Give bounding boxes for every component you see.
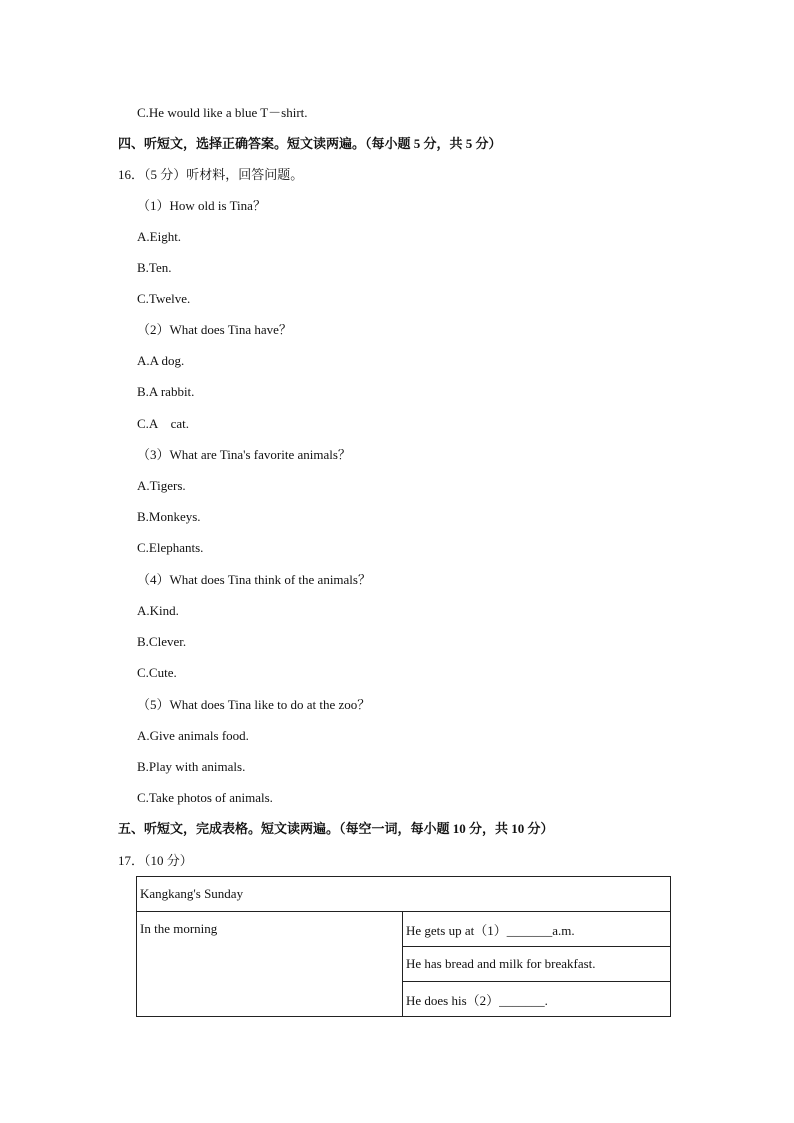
subquestion-4-option-a: A.Kind. <box>137 603 179 618</box>
option-c-q15: C.He would like a blue T－shirt. <box>137 105 308 120</box>
subquestion-2-option-c: C.A cat. <box>137 416 189 431</box>
subquestion-1-option-a: A.Eight. <box>137 229 182 244</box>
subquestion-3-option-c: C.Elephants. <box>137 540 204 555</box>
subquestion-1-prompt: （1）How old is Tina？ <box>137 198 266 213</box>
activity-cell-3: He does his（2）_______. <box>403 982 671 1017</box>
subquestion-2-option-a: A.A dog. <box>137 353 185 368</box>
table-title-cell: Kangkang's Sunday <box>137 877 671 912</box>
subquestion-4-option-b: B.Clever. <box>137 634 187 649</box>
subquestion-1-option-b: B.Ten. <box>137 260 172 275</box>
subquestion-5-option-c: C.Take photos of animals. <box>137 790 273 805</box>
activity-cell-1: He gets up at（1）_______a.m. <box>403 912 671 947</box>
activity-cell-2: He has bread and milk for breakfast. <box>403 947 671 982</box>
question-17-header: 17．（10 分） <box>118 853 193 868</box>
subquestion-2-prompt: （2）What does Tina have？ <box>137 322 292 337</box>
subquestion-1-option-c: C.Twelve. <box>137 291 191 306</box>
subquestion-5-prompt: （5）What does Tina like to do at the zoo？ <box>137 697 371 712</box>
table-row <box>137 877 671 912</box>
table-row <box>137 912 671 947</box>
subquestion-5-option-b: B.Play with animals. <box>137 759 246 774</box>
subquestion-3-option-b: B.Monkeys. <box>137 509 201 524</box>
subquestion-5-option-a: A.Give animals food. <box>137 728 249 743</box>
kangkang-sunday-table <box>136 876 671 1017</box>
subquestion-4-prompt: （4）What does Tina think of the animals？ <box>137 572 371 587</box>
subquestion-2-option-b: B.A rabbit. <box>137 384 195 399</box>
period-cell: In the morning <box>137 912 403 1017</box>
subquestion-3-option-a: A.Tigers. <box>137 478 186 493</box>
subquestion-3-prompt: （3）What are Tina's favorite animals？ <box>137 447 351 462</box>
section-heading-4: 四、听短文，选择正确答案。短文读两遍。（每小题 5 分，共 5 分） <box>118 136 502 151</box>
subquestion-4-option-c: C.Cute. <box>137 665 177 680</box>
question-16-header: 16．（5 分）听材料，回答问题。 <box>118 167 304 182</box>
section-heading-5: 五、听短文，完成表格。短文读两遍。（每空一词，每小题 10 分，共 10 分） <box>118 821 554 836</box>
